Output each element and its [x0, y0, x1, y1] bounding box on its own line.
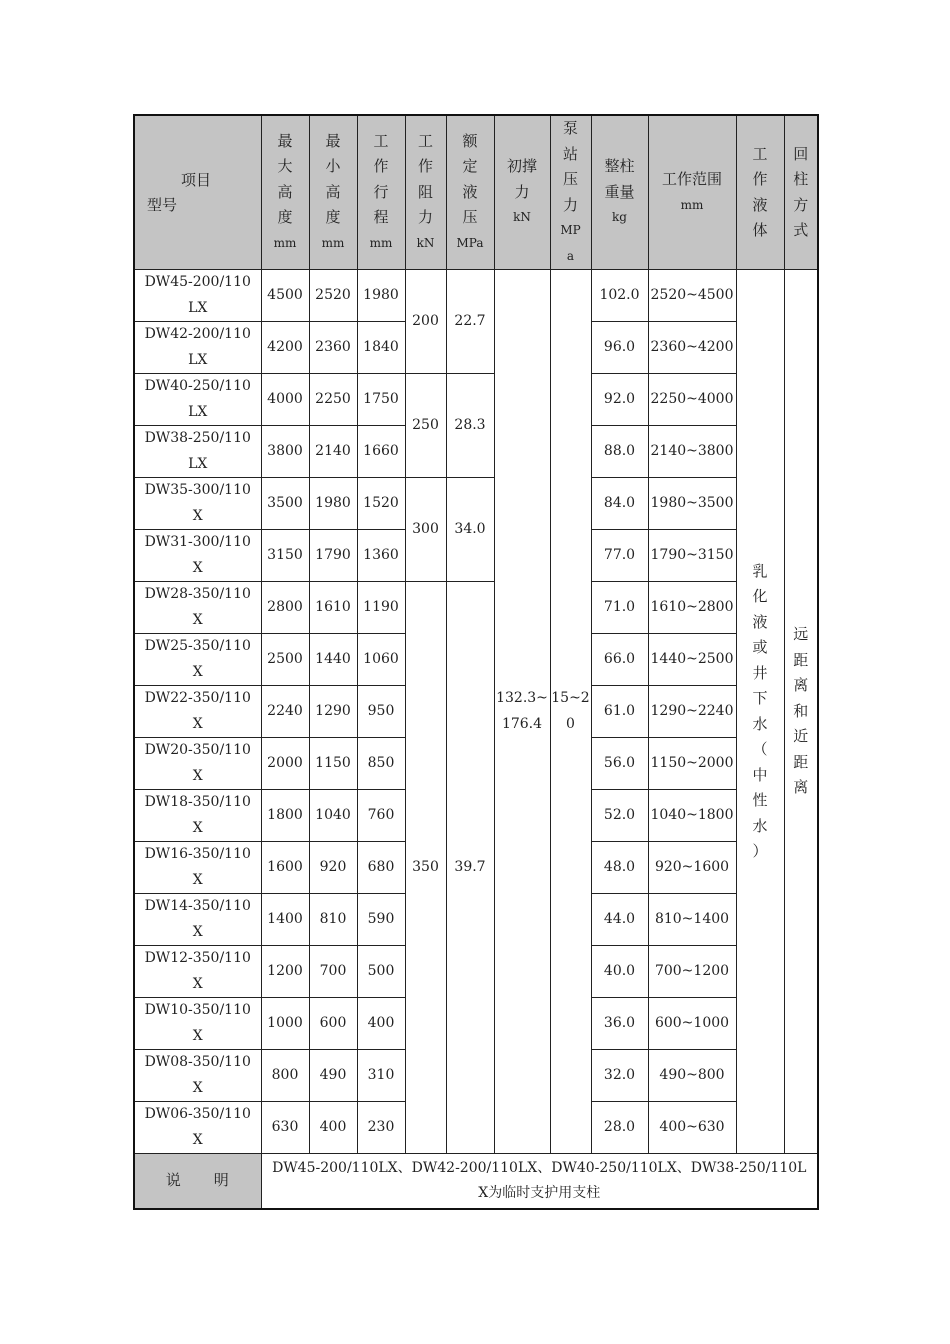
- model-cell: DW12-350/110X: [134, 946, 261, 998]
- table-row: [134, 478, 818, 530]
- range-cell: 1150~2000: [648, 738, 736, 790]
- weight-cell: 102.0: [591, 270, 648, 322]
- stroke-cell: 950: [357, 686, 405, 738]
- header-max-height-unit: mm: [273, 235, 297, 250]
- min-height-cell: 600: [309, 998, 357, 1050]
- model-cell: DW06-350/110X: [134, 1102, 261, 1154]
- min-height-cell: 1290: [309, 686, 357, 738]
- range-cell: 2360~4200: [648, 322, 736, 374]
- header-resistance: [405, 115, 446, 270]
- props-spec-table: [133, 114, 819, 1210]
- weight-cell: 84.0: [591, 478, 648, 530]
- min-height-cell: 1150: [309, 738, 357, 790]
- retract-text: 远 距 离 和 近 距 离: [793, 625, 809, 797]
- header-pump-pressure-unit: MP a: [560, 223, 581, 263]
- note-text: DW45-200/110LX、DW42-200/110LX、DW40-250/110LX、DW38-250/110LX为临时支护用支柱: [261, 1154, 818, 1210]
- model-cell: DW16-350/110X: [134, 842, 261, 894]
- header-retract-label: 回 柱 方 式: [793, 144, 809, 239]
- table-row: [134, 582, 818, 634]
- min-height-cell: 810: [309, 894, 357, 946]
- header-stroke: [357, 115, 405, 270]
- header-fluid-label: 工 作 液 体: [752, 144, 768, 239]
- header-range: [648, 115, 736, 270]
- header-min-height: [309, 115, 357, 270]
- weight-cell: 28.0: [591, 1102, 648, 1154]
- pump-pressure-cell: 15~20: [550, 270, 591, 1154]
- min-height-cell: 2140: [309, 426, 357, 478]
- max-height-cell: 1000: [261, 998, 309, 1050]
- weight-cell: 92.0: [591, 374, 648, 426]
- range-cell: 1440~2500: [648, 634, 736, 686]
- header-weight-unit: kg: [612, 210, 627, 225]
- header-fluid: [736, 115, 784, 270]
- min-height-cell: 2520: [309, 270, 357, 322]
- model-cell: DW20-350/110X: [134, 738, 261, 790]
- header-setting-force-label: 初撑 力: [506, 157, 537, 201]
- range-cell: 920~1600: [648, 842, 736, 894]
- model-cell: DW38-250/110LX: [134, 426, 261, 478]
- min-height-cell: 1610: [309, 582, 357, 634]
- stroke-cell: 1520: [357, 478, 405, 530]
- header-range-unit: mm: [680, 197, 704, 212]
- weight-cell: 56.0: [591, 738, 648, 790]
- max-height-cell: 800: [261, 1050, 309, 1102]
- setting-force-cell: 132.3~176.4: [494, 270, 550, 1154]
- fluid-cell: [736, 270, 784, 1154]
- stroke-cell: 1660: [357, 426, 405, 478]
- header-item-label: 项目: [181, 170, 212, 189]
- header-rated-pressure-label: 额 定 液 压: [462, 131, 478, 227]
- header-row: [134, 115, 818, 270]
- header-max-height-label: 最 大 高 度: [277, 131, 293, 227]
- min-height-cell: 920: [309, 842, 357, 894]
- max-height-cell: 3500: [261, 478, 309, 530]
- range-cell: 600~1000: [648, 998, 736, 1050]
- range-cell: 810~1400: [648, 894, 736, 946]
- header-retract: [784, 115, 818, 270]
- range-cell: 490~800: [648, 1050, 736, 1102]
- range-cell: 2250~4000: [648, 374, 736, 426]
- weight-cell: 32.0: [591, 1050, 648, 1102]
- stroke-cell: 1840: [357, 322, 405, 374]
- min-height-cell: 2250: [309, 374, 357, 426]
- header-max-height: [261, 115, 309, 270]
- max-height-cell: 1600: [261, 842, 309, 894]
- model-cell: DW45-200/110LX: [134, 270, 261, 322]
- stroke-cell: 400: [357, 998, 405, 1050]
- fluid-text: 乳 化 液 或 井 下 水 （ 中 性 水 ）: [752, 561, 768, 860]
- header-stroke-label: 工 作 行 程: [373, 131, 389, 227]
- weight-cell: 66.0: [591, 634, 648, 686]
- range-cell: 1290~2240: [648, 686, 736, 738]
- weight-cell: 61.0: [591, 686, 648, 738]
- range-cell: 700~1200: [648, 946, 736, 998]
- model-cell: DW25-350/110X: [134, 634, 261, 686]
- range-cell: 1040~1800: [648, 790, 736, 842]
- weight-cell: 71.0: [591, 582, 648, 634]
- header-rated-pressure-unit: MPa: [456, 235, 484, 250]
- model-cell: DW08-350/110X: [134, 1050, 261, 1102]
- range-cell: 400~630: [648, 1102, 736, 1154]
- weight-cell: 36.0: [591, 998, 648, 1050]
- max-height-cell: 3800: [261, 426, 309, 478]
- table-row: [134, 270, 818, 322]
- model-cell: DW42-200/110LX: [134, 322, 261, 374]
- weight-cell: 44.0: [591, 894, 648, 946]
- weight-cell: 40.0: [591, 946, 648, 998]
- stroke-cell: 680: [357, 842, 405, 894]
- model-cell: DW22-350/110X: [134, 686, 261, 738]
- rated-pressure-cell: 28.3: [446, 374, 494, 478]
- min-height-cell: 700: [309, 946, 357, 998]
- range-cell: 1610~2800: [648, 582, 736, 634]
- header-stroke-unit: mm: [369, 235, 393, 250]
- header-range-label: 工作范围: [661, 170, 722, 188]
- stroke-cell: 1360: [357, 530, 405, 582]
- header-weight-label: 整柱 重量: [604, 157, 635, 201]
- range-cell: 2140~3800: [648, 426, 736, 478]
- weight-cell: 77.0: [591, 530, 648, 582]
- header-resistance-unit: kN: [416, 235, 435, 250]
- header-min-height-label: 最 小 高 度: [325, 131, 341, 227]
- max-height-cell: 1400: [261, 894, 309, 946]
- header-min-height-unit: mm: [321, 235, 345, 250]
- max-height-cell: 4200: [261, 322, 309, 374]
- weight-cell: 52.0: [591, 790, 648, 842]
- stroke-cell: 1750: [357, 374, 405, 426]
- resistance-cell: 250: [405, 374, 446, 478]
- weight-cell: 96.0: [591, 322, 648, 374]
- table-row: [134, 374, 818, 426]
- min-height-cell: 1790: [309, 530, 357, 582]
- stroke-cell: 500: [357, 946, 405, 998]
- stroke-cell: 760: [357, 790, 405, 842]
- min-height-cell: 490: [309, 1050, 357, 1102]
- header-pump-pressure: [550, 115, 591, 270]
- header-setting-force: [494, 115, 550, 270]
- rated-pressure-cell: 34.0: [446, 478, 494, 582]
- header-item-model: [134, 115, 261, 270]
- max-height-cell: 2000: [261, 738, 309, 790]
- max-height-cell: 2240: [261, 686, 309, 738]
- max-height-cell: 3150: [261, 530, 309, 582]
- rated-pressure-cell: 22.7: [446, 270, 494, 374]
- stroke-cell: 230: [357, 1102, 405, 1154]
- resistance-cell: 300: [405, 478, 446, 582]
- note-label: 说 明: [134, 1154, 261, 1210]
- stroke-cell: 850: [357, 738, 405, 790]
- header-weight: [591, 115, 648, 270]
- max-height-cell: 4500: [261, 270, 309, 322]
- stroke-cell: 1980: [357, 270, 405, 322]
- max-height-cell: 2500: [261, 634, 309, 686]
- stroke-cell: 310: [357, 1050, 405, 1102]
- rated-pressure-cell: 39.7: [446, 582, 494, 1154]
- range-cell: 2520~4500: [648, 270, 736, 322]
- retract-cell: [784, 270, 818, 1154]
- stroke-cell: 1190: [357, 582, 405, 634]
- weight-cell: 88.0: [591, 426, 648, 478]
- model-cell: DW31-300/110X: [134, 530, 261, 582]
- min-height-cell: 1040: [309, 790, 357, 842]
- header-setting-force-unit: kN: [513, 210, 531, 225]
- model-cell: DW14-350/110X: [134, 894, 261, 946]
- max-height-cell: 1800: [261, 790, 309, 842]
- range-cell: 1980~3500: [648, 478, 736, 530]
- min-height-cell: 2360: [309, 322, 357, 374]
- model-cell: DW35-300/110X: [134, 478, 261, 530]
- max-height-cell: 1200: [261, 946, 309, 998]
- header-resistance-label: 工 作 阻 力: [417, 131, 433, 227]
- range-cell: 1790~3150: [648, 530, 736, 582]
- min-height-cell: 1440: [309, 634, 357, 686]
- resistance-cell: 350: [405, 582, 446, 1154]
- header-rated-pressure: [446, 115, 494, 270]
- header-model-label: 型号: [147, 195, 178, 214]
- stroke-cell: 590: [357, 894, 405, 946]
- stroke-cell: 1060: [357, 634, 405, 686]
- min-height-cell: 400: [309, 1102, 357, 1154]
- max-height-cell: 630: [261, 1102, 309, 1154]
- max-height-cell: 2800: [261, 582, 309, 634]
- note-row: [134, 1154, 818, 1210]
- min-height-cell: 1980: [309, 478, 357, 530]
- model-cell: DW40-250/110LX: [134, 374, 261, 426]
- resistance-cell: 200: [405, 270, 446, 374]
- model-cell: DW28-350/110X: [134, 582, 261, 634]
- header-pump-pressure-label: 泵 站 压 力: [562, 119, 578, 214]
- weight-cell: 48.0: [591, 842, 648, 894]
- model-cell: DW18-350/110X: [134, 790, 261, 842]
- max-height-cell: 4000: [261, 374, 309, 426]
- model-cell: DW10-350/110X: [134, 998, 261, 1050]
